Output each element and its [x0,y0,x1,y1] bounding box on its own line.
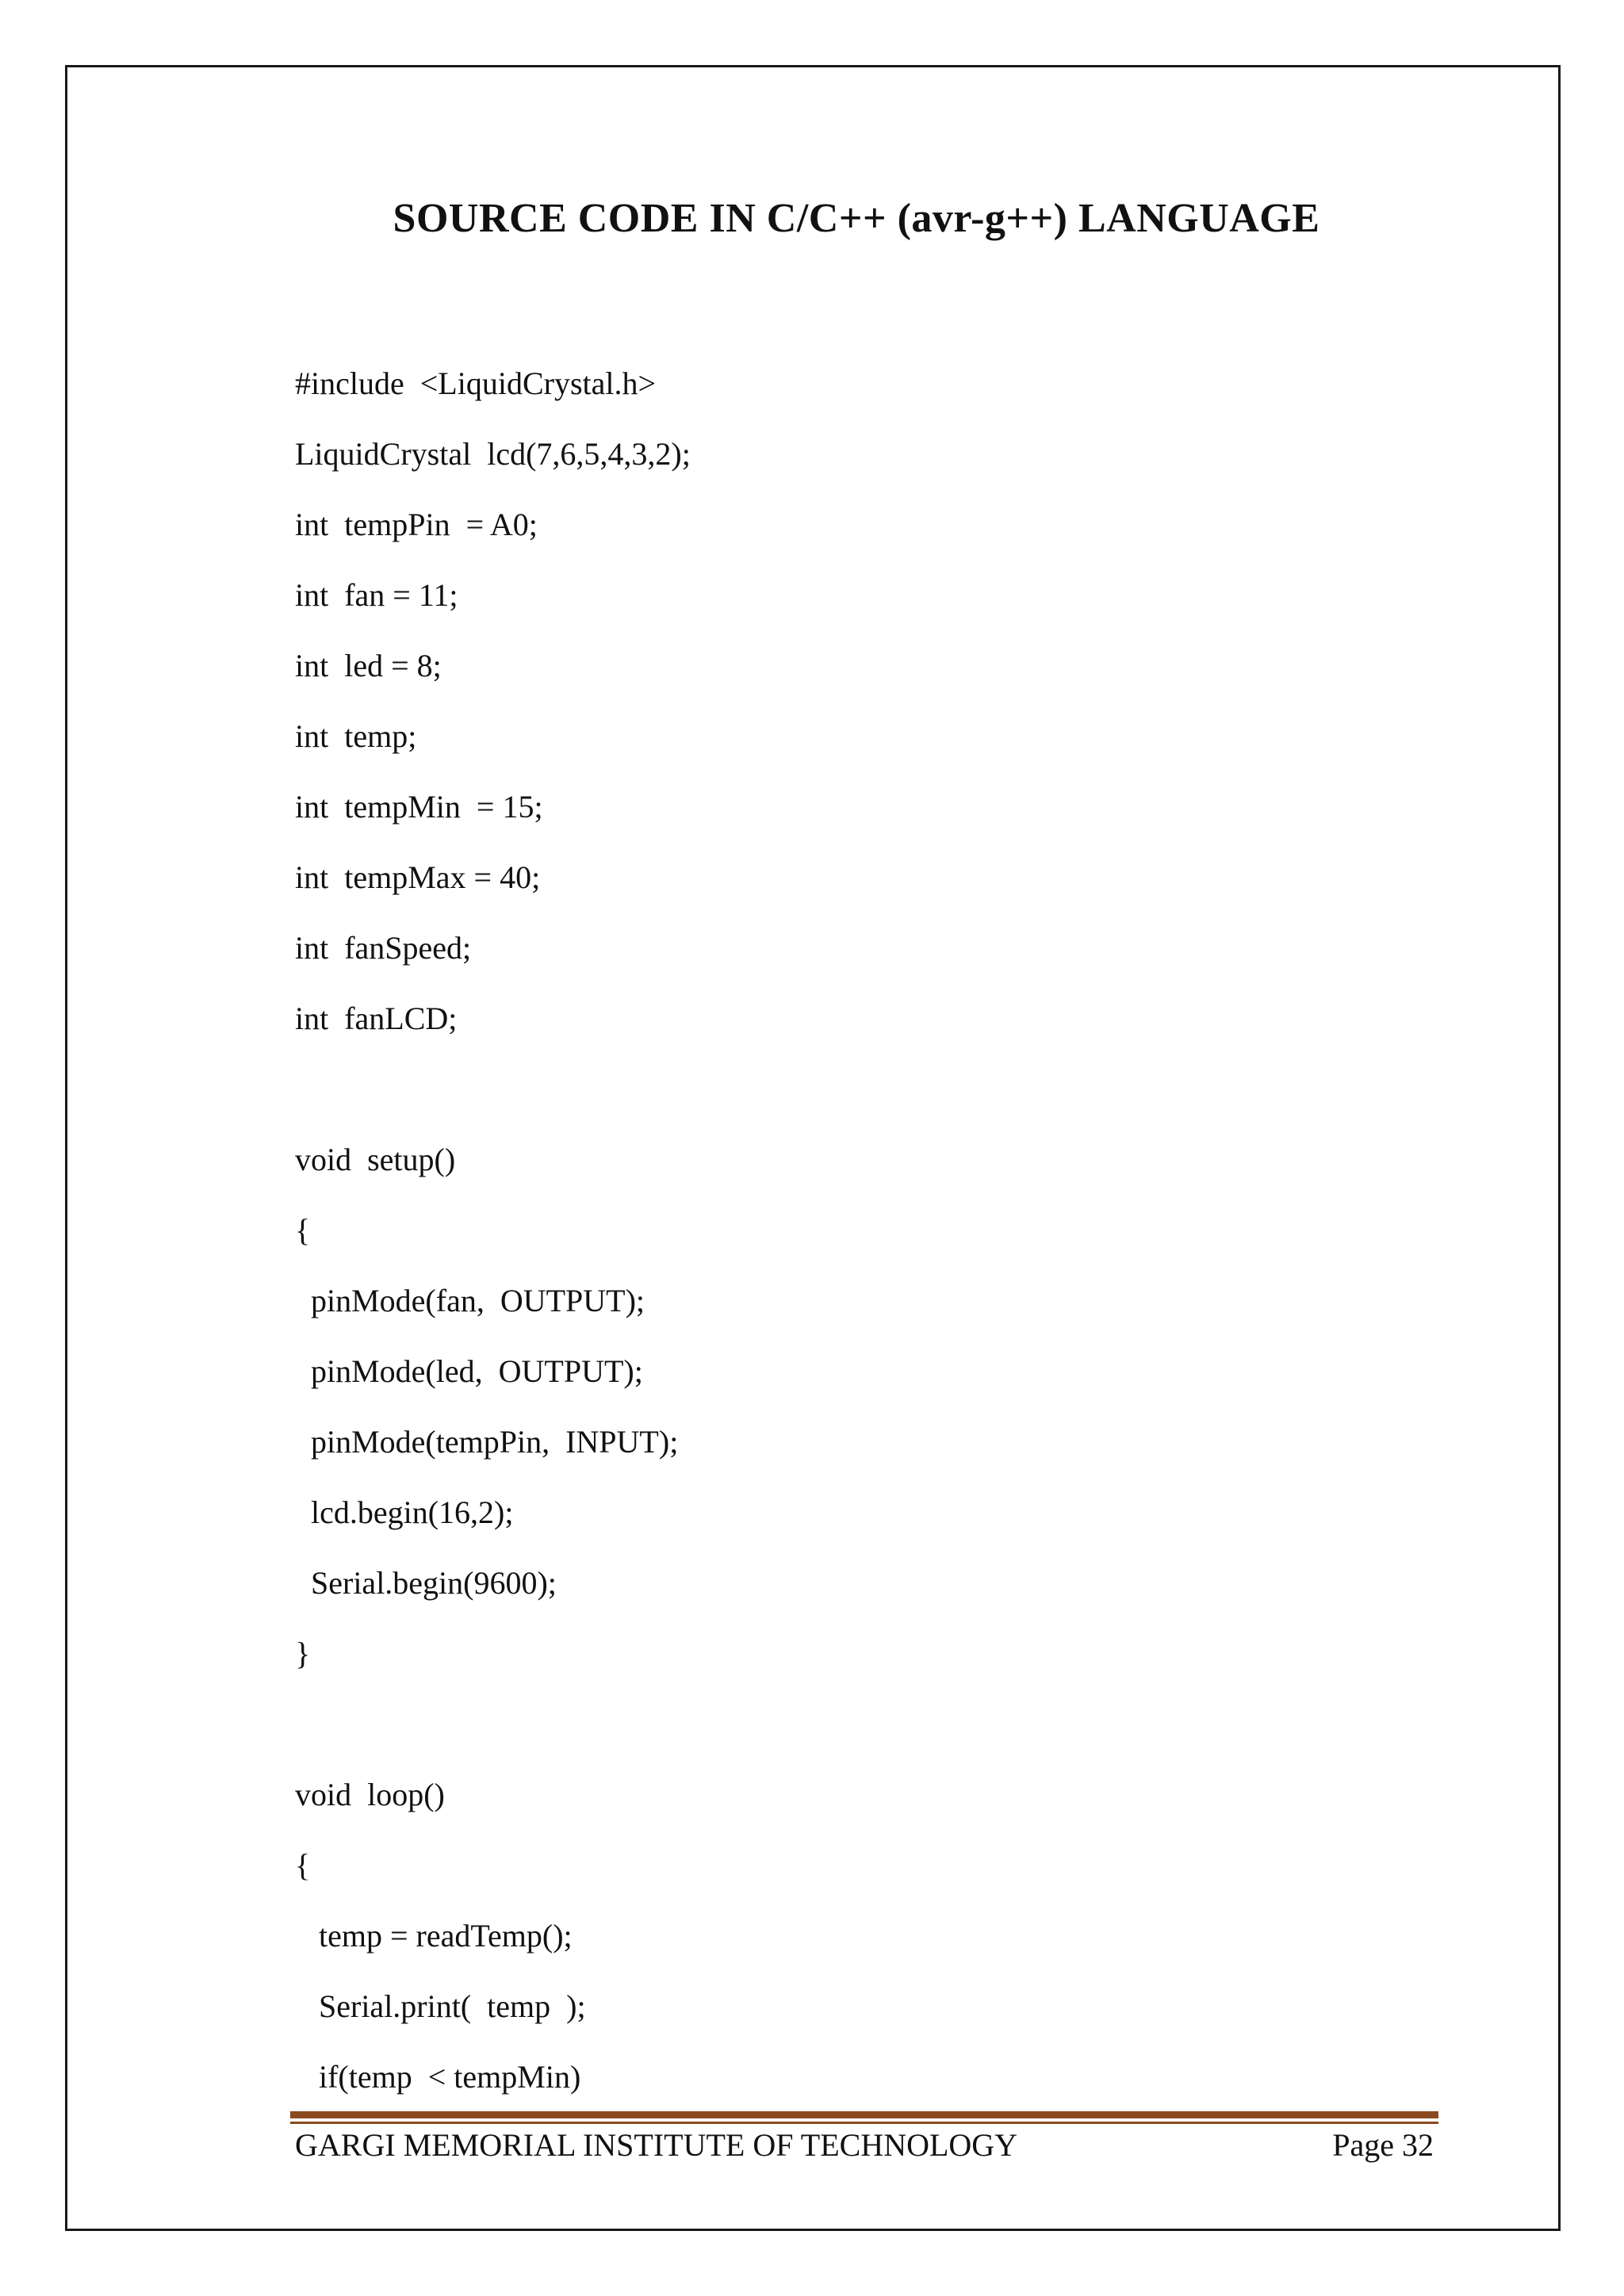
code-line: int tempPin = A0; [295,507,538,542]
footer-rule-thick [290,2111,1438,2118]
code-line: pinMode(fan, OUTPUT); [295,1283,645,1318]
code-line: int led = 8; [295,648,442,683]
code-line: if(temp < tempMin) [295,2059,581,2095]
footer-page-number: Page 32 [1332,2127,1434,2163]
code-line: void loop() [295,1777,445,1812]
code-line: pinMode(led, OUTPUT); [295,1353,643,1389]
code-line: } [295,1636,311,1671]
code-line: int tempMax = 40; [295,859,541,895]
code-line: int fan = 11; [295,577,458,613]
code-line: pinMode(tempPin, INPUT); [295,1424,679,1460]
code-line: #include <LiquidCrystal.h> [295,365,657,401]
code-line: lcd.begin(16,2); [295,1494,514,1530]
footer-rule-thin [290,2122,1438,2124]
code-line: int fanSpeed; [295,930,472,966]
code-line: { [295,1847,311,1883]
footer-institute-name: GARGI MEMORIAL INSTITUTE OF TECHNOLOGY [295,2127,1018,2163]
code-line: Serial.begin(9600); [295,1565,557,1601]
code-line: Serial.print( temp ); [295,1988,586,2024]
source-code-block [295,363,1484,2127]
code-line: void setup() [295,1142,456,1177]
code-line: { [295,1212,311,1248]
code-line: LiquidCrystal lcd(7,6,5,4,3,2); [295,436,691,472]
code-line: temp = readTemp(); [295,1918,573,1954]
code-line [295,1069,1484,1139]
code-line: int tempMin = 15; [295,789,543,825]
code-line: int fanLCD; [295,1001,458,1036]
code-line: int temp; [295,718,417,754]
code-line [295,1704,1484,1774]
page-title: SOURCE CODE IN C/C++ (avr-g++) LANGUAGE [393,196,1320,241]
